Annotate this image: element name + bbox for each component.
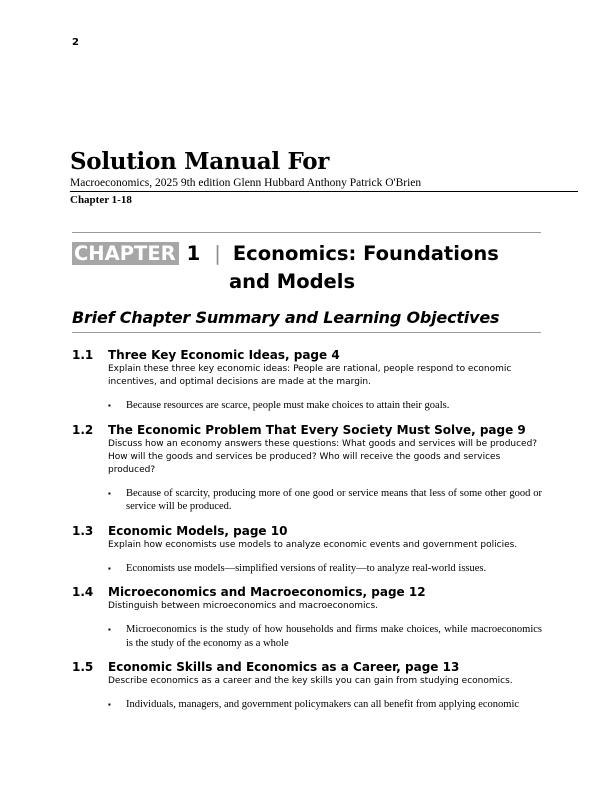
objective-bullet-text: Individuals, managers, and government policymakers can all benefit from applying economic [126, 699, 520, 710]
objective-title: Economic Skills and Economics as a Career, page 13 [108, 660, 460, 674]
objective-number: 1.5 [72, 660, 94, 674]
objective-number: 1.4 [72, 585, 94, 599]
header-divider [70, 191, 578, 192]
learning-objective [72, 422, 542, 514]
bullet-icon: ▪ [108, 563, 111, 573]
document-subtitle: Macroeconomics, 2025 9th edition Glenn Hubbard Anthony Patrick O'Brien [70, 177, 422, 189]
objective-description: Explain these three key economic ideas: People are rational, people respond to economic incentives, and optimal decisions are made at the margin. [108, 364, 512, 387]
learning-objective [72, 347, 542, 413]
objective-bullet-text: Because of scarcity, producing more of one good or service means that less of some other good or service will be produced. [126, 487, 542, 512]
objective-description: Discuss how an economy answers these questions: What goods and services will be produced? How will the goods and services be produced? Who will receive the goods and services produced? [108, 438, 538, 475]
page-number: 2 [72, 37, 79, 48]
learning-objective [72, 584, 542, 650]
objective-title: Microeconomics and Macroeconomics, page 12 [108, 585, 426, 599]
learning-objective [72, 659, 542, 712]
objective-bullet [108, 399, 542, 413]
chapter-number: 1 [186, 242, 201, 265]
summary-divider [72, 332, 541, 333]
objective-number: 1.3 [72, 523, 94, 538]
bullet-icon: ▪ [108, 488, 111, 498]
objective-bullet [108, 562, 542, 576]
chapter-title-line2: and Models [229, 270, 356, 293]
objective-bullet [108, 623, 542, 650]
summary-heading: Brief Chapter Summary and Learning Objectives [72, 308, 500, 327]
chapter-range: Chapter 1-18 [70, 194, 132, 206]
document-title: Solution Manual For [70, 148, 330, 175]
objective-description: Explain how economists use models to analyze economic events and government policies. [108, 539, 518, 550]
chapter-heading [72, 240, 542, 296]
objective-number: 1.1 [72, 348, 94, 362]
objective-bullet-text: Economists use models—simplified versions of reality—to analyze real-world issues. [126, 562, 487, 574]
objective-title: The Economic Problem That Every Society Must Solve, page 9 [108, 422, 526, 437]
objective-description: Describe economics as a career and the key skills you can gain from studying economics. [108, 676, 513, 686]
objective-title: Economic Models, page 10 [108, 523, 288, 538]
chapter-top-divider [72, 232, 541, 233]
chapter-label: CHAPTER [72, 242, 179, 265]
objective-description: Distinguish between microeconomics and macroeconomics. [108, 601, 378, 611]
bullet-icon: ▪ [108, 625, 111, 634]
bullet-icon: ▪ [108, 401, 111, 410]
chapter-separator: | [214, 242, 221, 265]
objective-bullet [108, 698, 542, 712]
learning-objectives-list [72, 347, 542, 712]
objective-bullet-text: Microeconomics is the study of how households and firms make choices, while macroeconomics is the study of the economy as a whole [126, 624, 542, 649]
bullet-icon: ▪ [108, 700, 111, 709]
learning-objective [72, 523, 542, 576]
objective-number: 1.2 [72, 422, 94, 437]
chapter-title-line1: Economics: Foundations [232, 242, 499, 265]
document-header [70, 148, 578, 206]
objective-title: Three Key Economic Ideas, page 4 [108, 348, 340, 362]
objective-bullet-text: Because resources are scarce, people must make choices to attain their goals. [126, 400, 450, 411]
objective-bullet [108, 487, 542, 514]
